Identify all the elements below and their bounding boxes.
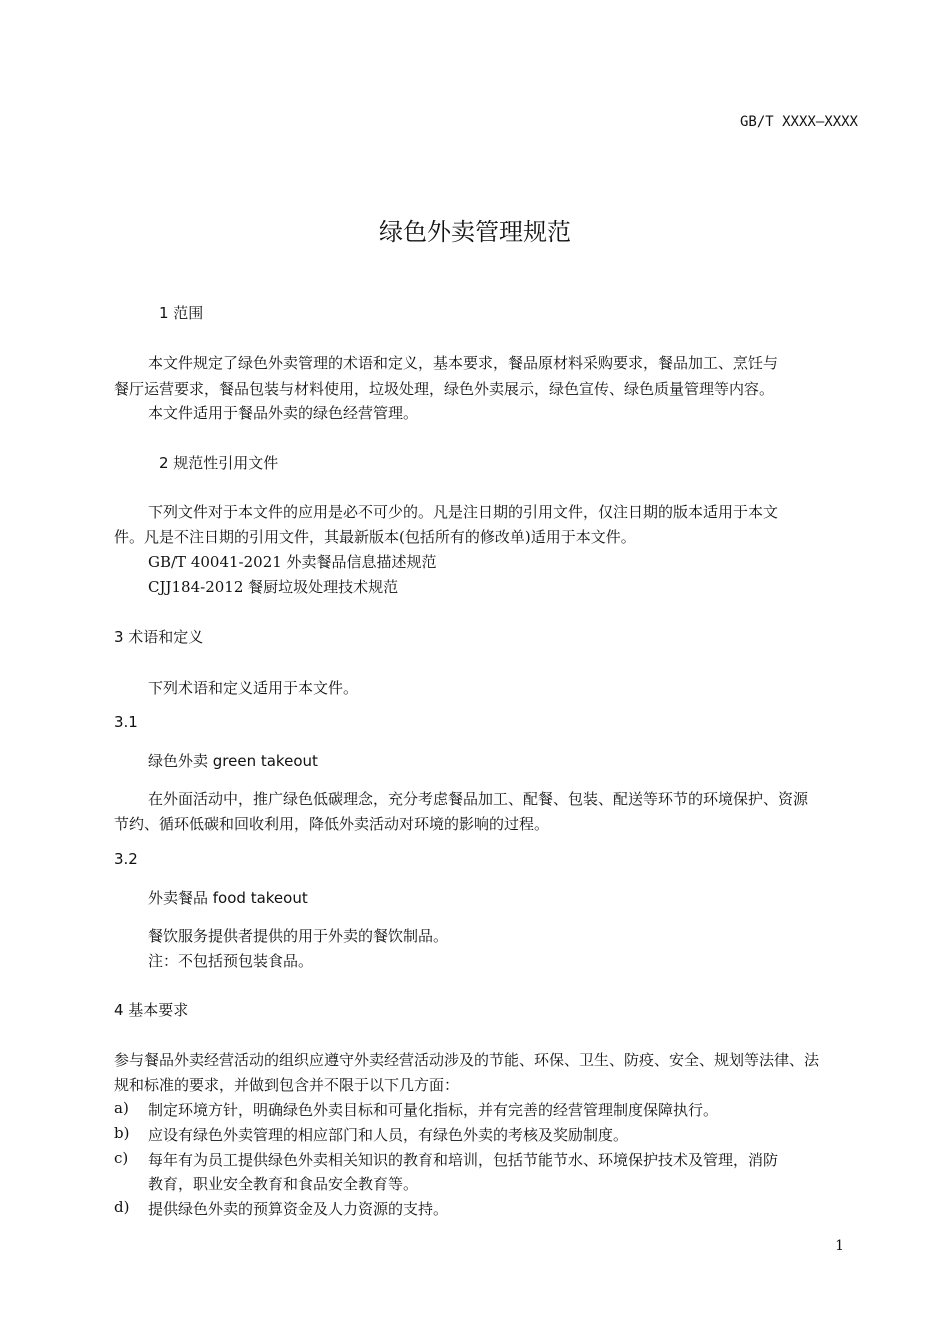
section-1-paragraph-line-1: 本文件规定了绿色外卖管理的术语和定义，基本要求，餐品原材料采购要求，餐品加工、烹饪与 bbox=[148, 354, 779, 372]
list-item-b-marker: b) bbox=[114, 1124, 130, 1142]
section-2-paragraph-line-1: 下列文件对于本文件的应用是必不可少的。凡是注日期的引用文件，仅注日期的版本适用于本文 bbox=[148, 503, 779, 521]
term-3-1-definition-line-1: 在外面活动中，推广绿色低碳理念，充分考虑餐品加工、配餐、包装、配送等环节的环境保护、资源 bbox=[148, 790, 809, 808]
list-item-c-text-line-1: 每年有为员工提供绿色外卖相关知识的教育和培训，包括节能节水、环境保护技术及管理，消防 bbox=[148, 1151, 779, 1169]
list-item-d-text: 提供绿色外卖的预算资金及人力资源的支持。 bbox=[148, 1200, 449, 1218]
term-3-2-note: 注：不包括预包装食品。 bbox=[148, 952, 314, 970]
page-number: 1 bbox=[835, 1238, 844, 1254]
document-code: GB/T XXXX—XXXX bbox=[739, 114, 858, 130]
list-item-d-marker: d) bbox=[114, 1198, 130, 1216]
section-2-heading: 2 规范性引用文件 bbox=[159, 454, 279, 472]
term-3-1-name: 绿色外卖 green takeout bbox=[148, 752, 318, 770]
normative-reference-1: GB/T 40041-2021 外卖餐品信息描述规范 bbox=[148, 553, 437, 571]
list-item-c-text-line-2: 教育，职业安全教育和食品安全教育等。 bbox=[148, 1175, 419, 1193]
term-3-2-definition: 餐饮服务提供者提供的用于外卖的餐饮制品。 bbox=[148, 927, 449, 945]
list-item-a-marker: a) bbox=[114, 1099, 129, 1117]
section-3-intro: 下列术语和定义适用于本文件。 bbox=[148, 679, 359, 697]
term-3-2-number: 3.2 bbox=[114, 850, 138, 868]
term-3-1-number: 3.1 bbox=[114, 713, 138, 731]
list-item-c-marker: c) bbox=[114, 1149, 129, 1167]
section-3-heading: 3 术语和定义 bbox=[114, 628, 204, 646]
list-item-a-text: 制定环境方针，明确绿色外卖目标和可量化指标，并有完善的经营管理制度保障执行。 bbox=[148, 1101, 719, 1119]
section-1-heading: 1 范围 bbox=[159, 304, 204, 322]
section-1-paragraph-2: 本文件适用于餐品外卖的绿色经营管理。 bbox=[148, 404, 419, 422]
section-4-heading: 4 基本要求 bbox=[114, 1001, 189, 1019]
document-title: 绿色外卖管理规范 bbox=[379, 218, 571, 246]
section-1-paragraph-line-2: 餐厅运营要求，餐品包装与材料使用，垃圾处理，绿色外卖展示，绿色宣传、绿色质量管理等内容。 bbox=[114, 380, 775, 398]
section-4-paragraph-line-1: 参与餐品外卖经营活动的组织应遵守外卖经营活动涉及的节能、环保、卫生、防疫、安全、规划等法律、法 bbox=[114, 1051, 820, 1069]
list-item-b-text: 应设有绿色外卖管理的相应部门和人员，有绿色外卖的考核及奖励制度。 bbox=[148, 1126, 629, 1144]
term-3-2-name: 外卖餐品 food takeout bbox=[148, 889, 308, 907]
section-4-paragraph-line-2: 规和标准的要求，并做到包含并不限于以下几方面： bbox=[114, 1076, 460, 1094]
section-2-paragraph-line-2: 件。凡是不注日期的引用文件，其最新版本(包括所有的修改单)适用于本文件。 bbox=[114, 528, 636, 546]
normative-reference-2: CJJ184-2012 餐厨垃圾处理技术规范 bbox=[148, 578, 399, 596]
term-3-1-definition-line-2: 节约、循环低碳和回收利用，降低外卖活动对环境的影响的过程。 bbox=[114, 815, 550, 833]
